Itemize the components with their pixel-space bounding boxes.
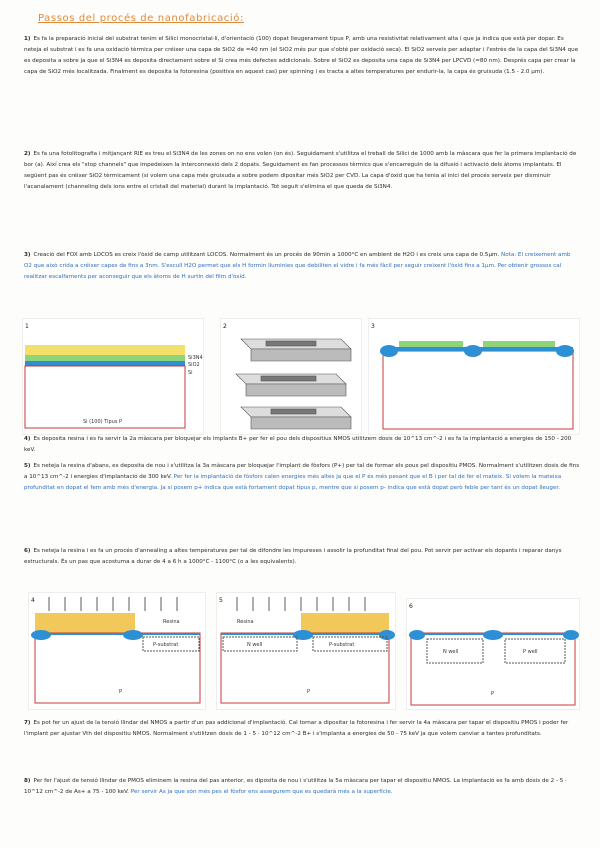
label-nwell: N well: [443, 649, 459, 655]
paragraph-4: 4) Es deposita resina i es fa servir la 2a màscara per bloquejar els implants B+ per fer el pou dels dispositius NMOS utilitzem dosis de 10^13 cm^-2 i es fa la implantació a energies de 150 - 200 keV.: [24, 436, 572, 453]
label-oxide: SiO2: [188, 362, 200, 368]
blue-ink-note: Per fer la implantació de fòsfors calen energies més altes ja que el P és més pesant que el B i per tal de fer el mateix. Si volem la mateixa profunditat en dopat el fem amb més d'energia. Ja si posem p+ indica que està fortament dopat tipus p, mentre que si posem p- indica que està dopat però feble per tant és un dopat lleuger.: [24, 474, 562, 491]
label-pwell: P-substrat: [153, 642, 179, 648]
paragraph-2: 2) Es fa una fotolitografia i mitjançant RIE es treu el Si3N4 de les zones on no ens volen (on és). Seguidament s'utilitza el treball de Silici de 1000 amb la màscara que fer la primera implantació de bor (a). Així crea els "stop channels" que impedeixen la interconnexió dels 2 dopats. Seguidament es fan processos tèrmics que s'encarreguin de la difusió i activació dels àtoms implantats. El següent pas és créixer SiO2 tèrmicament (si volem una capa més gruixuda a sobre podem dipositar més SiO2 per CVD. La capa d'òxid que ha tenia al inici del procés serveix per disminuir l'acanalament (channeling dels ions entre el cristall del material) durant la implantació. Tot seguit s'elimina el que queda de Si3N4.: [24, 151, 577, 190]
substrate: [383, 351, 573, 429]
label-pwell: P-substrat: [329, 642, 355, 648]
fox-center: [464, 345, 482, 357]
label-substrate: Si (100) Tipus P: [83, 419, 123, 425]
label-resist: Resina: [237, 619, 254, 625]
label-nitride: Si3N4: [188, 355, 203, 361]
figure-6-marker: 6: [409, 603, 413, 610]
figure-1-layer-stack: [22, 318, 204, 435]
resist-block: [35, 613, 135, 635]
label-pwell: P well: [523, 649, 538, 655]
figure-3-marker: 3: [371, 323, 375, 330]
label-substrate: P: [491, 691, 495, 697]
step-a-block: [241, 339, 351, 361]
figure-2-marker: 2: [223, 323, 227, 330]
fox-left: [380, 345, 398, 357]
implant-arrows: [237, 597, 365, 611]
implant-arrows: [49, 597, 177, 611]
page-title: Passos del procés de nanofabricació:: [38, 13, 244, 24]
step-b-block: [236, 374, 346, 396]
nitride-left: [399, 341, 463, 347]
nitride-right: [483, 341, 555, 347]
figure-4-pwell-implant: [28, 592, 206, 710]
figure-5-nwell-implant: [216, 592, 396, 710]
paragraph-6: 6) Es neteja la resina i es fa un procés d'annealing a altes temperatures per tal de difondre les impureses i assolir la profunditat final del pou. Pot servir per activar els dopants i reparar danys estructurals. És un pas que acostuma a durar de 4 a 6 h a 1000°C - 1100°C (o a les equivalents).: [24, 548, 562, 565]
label-substrate: P: [307, 689, 311, 695]
step-c-block: [241, 407, 351, 429]
label-resist: Resina: [163, 619, 180, 625]
paragraph-3: 3) Creació del FOX amb LOCOS es creix l'òxid de camp utilitzant LOCOS. Normalment és un procés de 90min a 1000°C en ambient de H2O i es creix una capa de 0.5µm. Nota: El creixement amb O2 que això crida a créixer capes de fins a 3nm. S'escull H2O permet que els H formin lluminies que debiliten el vidre i fa més fàcil per seguir creixent l'òxid fins a 1µm. Per obtenir grossos cal realitzar escalfaments per aconseguir que els àtoms de H surtin del film d'òxid.: [24, 252, 571, 280]
label-si: Si: [188, 370, 193, 376]
figure-4-marker: 4: [31, 597, 35, 604]
figure-6-annealed-wells: [406, 598, 580, 710]
figure-3-locos: [368, 318, 580, 435]
figure-1-marker: 1: [25, 323, 29, 330]
paragraph-5: 5) Es neteja la resina d'abans, es deposita de nou i s'utilitza la 3a màscara per bloquejar l'implant de fòsfors (P+) per tal de formar els pous pel dispositiu PMOS. Normalment s'utilitzen dosis de fins a 10^13 cm^-2 i energies d'implantació de 300 keV. Per fer la implantació de fòsfors calen energies més altes ja que el P és més pesant que el B i per tal de fer el mateix. Si volem la mateixa profunditat en dopat el fem amb més d'energia. Ja si posem p+ indica que està fortament dopat tipus p, mentre que si posem p- indica que està dopat però feble per tant és un dopat lleuger.: [24, 463, 580, 491]
paragraph-8: 8) Per fer l'ajust de tensió llindar de PMOS eliminem la resina del pas anterior, es diposita de nou i s'utilitza la 5a màscara per tapar el dispositiu NMOS. La implantació es fa amb dosis de 2 - 5 · 10^12 cm^-2 de As+ a 75 - 100 keV. Per servir As ja que són més pes el fòsfor ens assegurem que es quedarà més a la superfície.: [24, 778, 567, 795]
resist-layer: [25, 345, 185, 355]
oxide-layer: [25, 361, 185, 366]
resist-block: [301, 613, 389, 635]
blue-ink-note: Nota: El creixement amb O2 que això crida a créixer capes de fins a 3nm. S'escull H2O permet que els H formin lluminies que debiliten el vidre i fa més fàcil per seguir creixent l'òxid fins a 1µm. Per obtenir grossos cal realitzar escalfaments per aconseguir que els àtoms de H surtin del film d'òxid.: [24, 252, 571, 280]
paragraph-1: 1) Es fa la preparació inicial del substrat tenim el Silici monocristal·lí, d'orientació (100) dopat lleugerament tipus P, amb una resistivitat relativament alta i que ja indica que està per dopar. Es neteja el substrat i es fa una oxidació tèrmica per créixer una capa de SiO2 de ≈40 nm (el SiO2 més pur que s'obté per oxidació seca). El SiO2 serveix per adaptar i l'estrès de la capa del Si3N4 que es deposita a sobre ja que el Si3N4 es deposita directament sobre el Si crea més defectes addicionals. Sobre el SiO2 es deposita una capa de Si3N4 per LPCVD (≈80 nm). Després capa per crear la capa de SiO2 més localitzada. Finalment es deposita la fotoresina (positiva en aquest cas) per spinning i es tracta a altes temperatures per endurir-la, la capa és gruixuda (1.5 - 2.0 µm).: [24, 36, 579, 75]
figure-2-etch-steps: [220, 318, 362, 435]
label-nwell: N well: [247, 642, 263, 648]
blue-ink-note: Per servir As ja que són més pes el fòsfor ens assegurem que es quedarà més a la superfície.: [130, 789, 393, 795]
label-substrate: P: [119, 689, 123, 695]
nitride-layer: [25, 355, 185, 361]
figure-5-marker: 5: [219, 597, 223, 604]
fox-right: [556, 345, 574, 357]
paragraph-7: 7) Es pot fer un ajust de la tensió llindar del NMOS a partir d'un pas addicional d'implantació. Cal tornar a dipositar la fotoresina i fer servir la 4a màscara per tapar el dispositiu PMOS i poder fer l'implant per ajustar Vth del dispositiu NMOS. Normalment s'utilitzen dosis de 1 - 5 · 10^12 cm^-2 B+ i s'implanta a energies de 50 - 75 keV ja que volem canviar a tantes profunditats.: [24, 720, 569, 737]
